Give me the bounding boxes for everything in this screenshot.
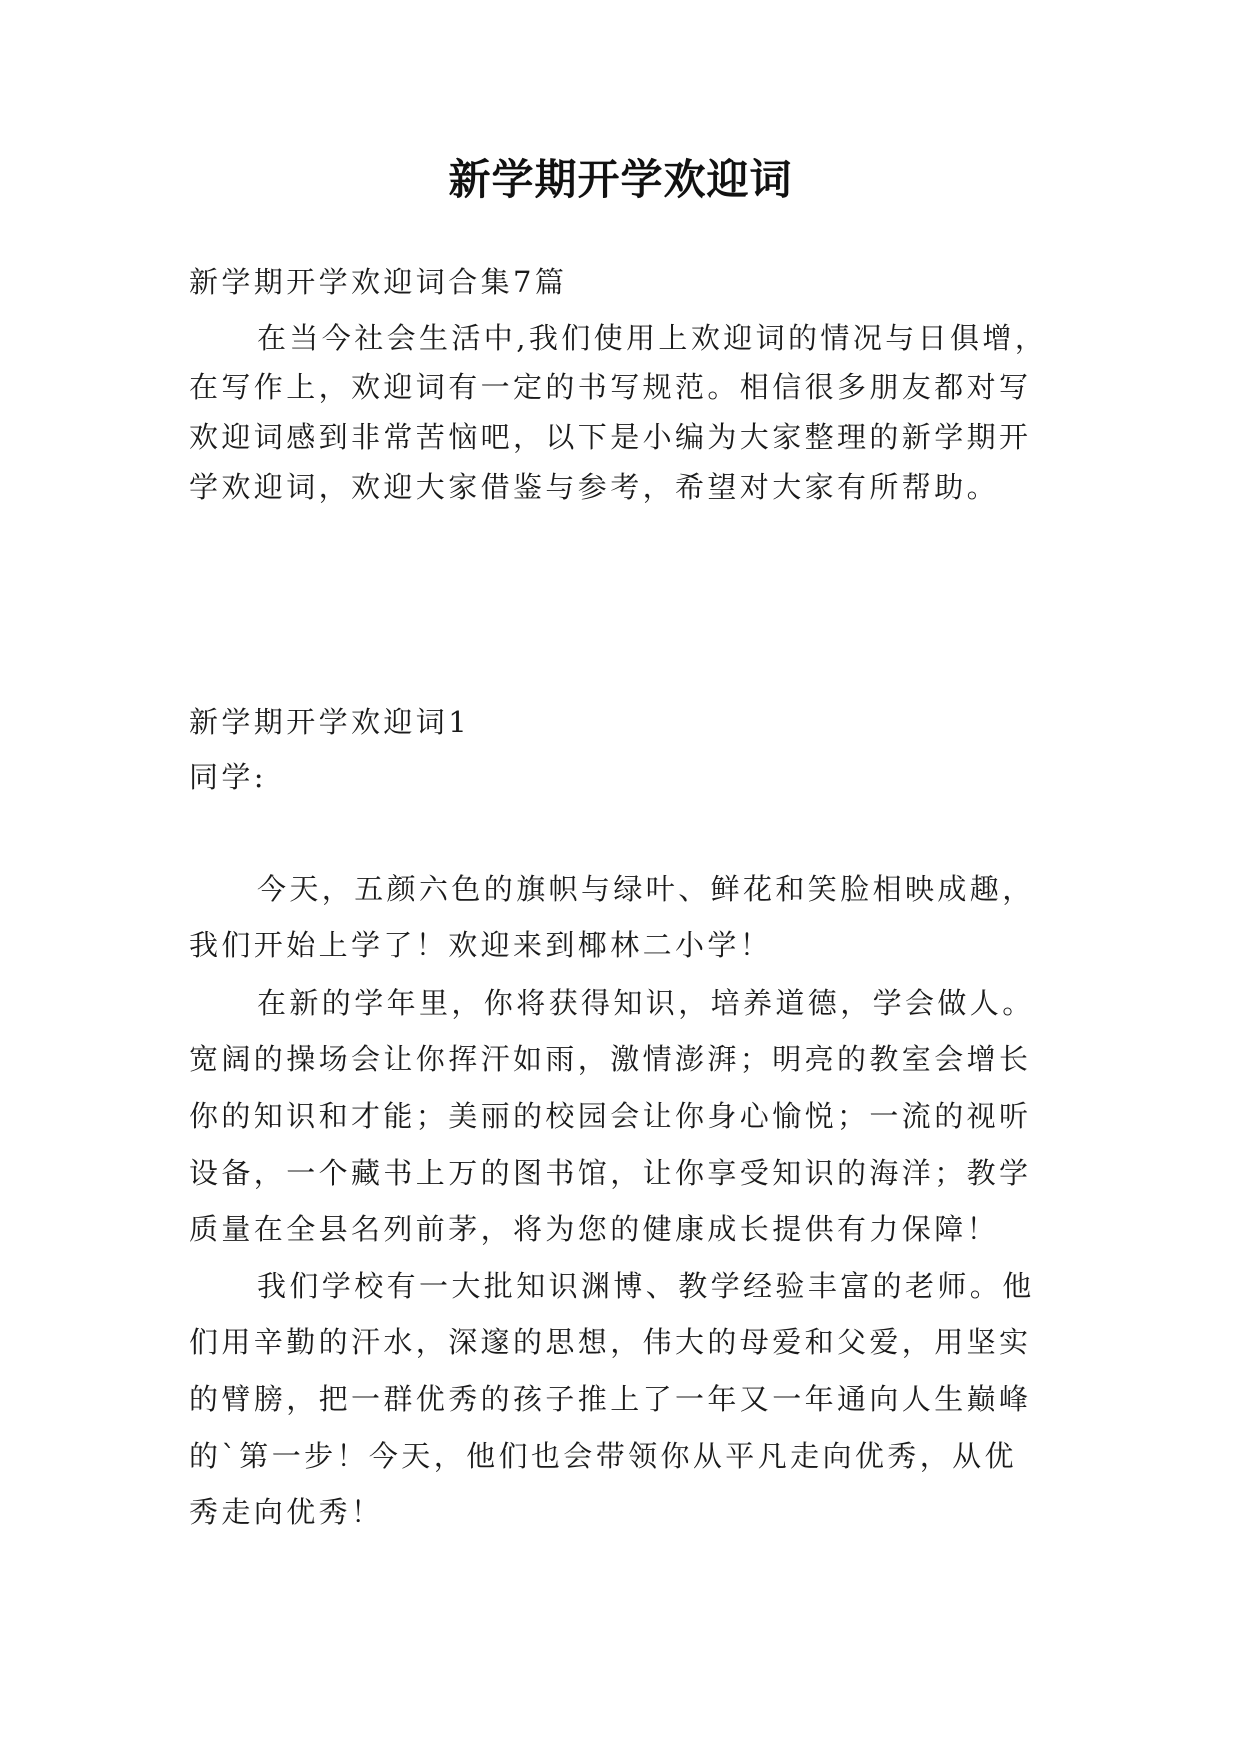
section-heading: 新学期开学欢迎词1 — [189, 705, 471, 739]
intro-line-3: 欢迎词感到非常苦恼吧，以下是小编为大家整理的新学期开 — [189, 420, 1032, 454]
body-line-1: 今天，五颜六色的旗帜与绿叶、鲜花和笑脸相映成趣， — [257, 872, 1035, 906]
salutation: 同学: — [189, 760, 267, 794]
body-line-3: 在新的学年里，你将获得知识，培养道德，学会做人。 — [257, 986, 1035, 1020]
intro-line-2: 在写作上，欢迎词有一定的书写规范。相信很多朋友都对写 — [189, 370, 1032, 404]
body-line-8: 我们学校有一大批知识渊博、教学经验丰富的老师。他 — [257, 1269, 1035, 1303]
body-line-4: 宽阔的操场会让你挥汗如雨，激情澎湃；明亮的教室会增长 — [189, 1042, 1032, 1076]
body-line-9: 们用辛勤的汗水，深邃的思想，伟大的母爱和父爱，用坚实 — [189, 1325, 1032, 1359]
body-line-6: 设备，一个藏书上万的图书馆，让你享受知识的海洋；教学 — [189, 1156, 1032, 1190]
body-line-7: 质量在全县名列前茅，将为您的健康成长提供有力保障！ — [189, 1212, 1000, 1246]
intro-line-1: 在当今社会生活中,我们使用上欢迎词的情况与日俱增， — [257, 321, 1048, 355]
collection-heading: 新学期开学欢迎词合集7篇 — [189, 265, 568, 299]
body-line-10: 的臂膀，把一群优秀的孩子推上了一年又一年通向人生巅峰 — [189, 1382, 1032, 1416]
body-line-12: 秀走向优秀！ — [189, 1495, 384, 1529]
intro-line-4: 学欢迎词，欢迎大家借鉴与参考，希望对大家有所帮助。 — [189, 470, 1000, 504]
body-line-5: 你的知识和才能；美丽的校园会让你身心愉悦；一流的视听 — [189, 1099, 1032, 1133]
body-line-11: 的`第一步！今天，他们也会带领你从平凡走向优秀，从优 — [189, 1439, 1017, 1473]
body-line-2: 我们开始上学了！欢迎来到椰林二小学！ — [189, 928, 773, 962]
page-title: 新学期开学欢迎词 — [448, 155, 793, 204]
